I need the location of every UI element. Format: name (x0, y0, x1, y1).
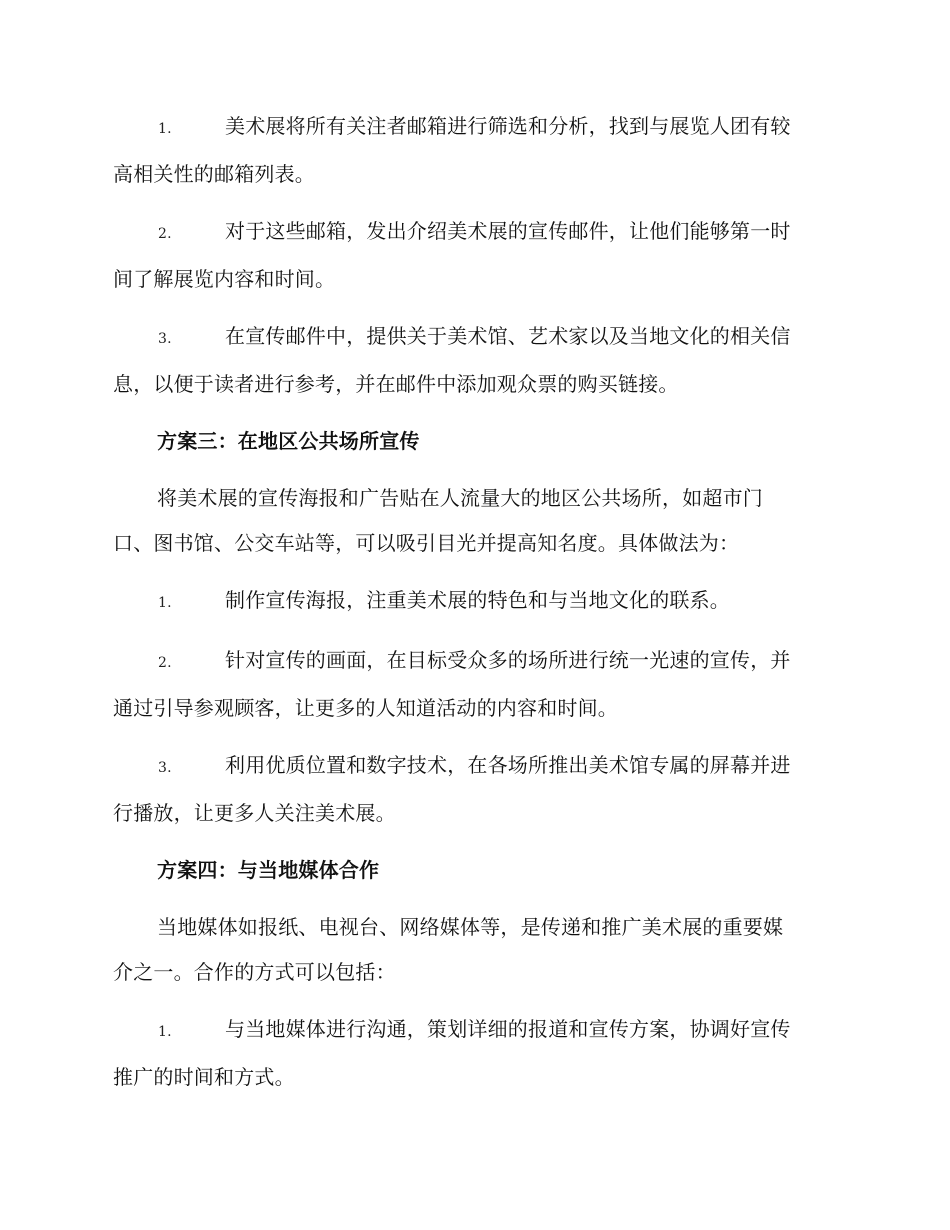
list-text-line: 息，以便于读者进行参考，并在邮件中添加观众票的购买链接。 (113, 372, 679, 396)
list-number: 1. (158, 121, 172, 137)
paragraph-line: 口、图书馆、公交车站等，可以吸引目光并提高知名度。具体做法为： (113, 531, 740, 555)
list-item (113, 638, 835, 731)
list-text-line: 推广的时间和方式。 (113, 1065, 295, 1089)
list-text-line: 美术展将所有关注者邮箱进行筛选和分析，找到与展览人团有较 (225, 114, 791, 138)
list-text-line: 行播放，让更多人关注美术展。 (113, 801, 396, 825)
list-text-line: 与当地媒体进行沟通，策划详细的报道和宣传方案，协调好宣传 (225, 1017, 791, 1041)
section-4-paragraph (113, 905, 835, 995)
list-text-line: 间了解展览内容和时间。 (113, 267, 336, 291)
list-item (113, 1007, 835, 1100)
list-text-line: 在宣传邮件中，提供关于美术馆、艺术家以及当地文化的相关信 (225, 324, 791, 348)
section-3-paragraph (113, 476, 835, 566)
list-text-line: 高相关性的邮箱列表。 (113, 162, 315, 186)
list-text-line: 对于这些邮箱，发出介绍美术展的宣传邮件，让他们能够第一时 (225, 219, 791, 243)
list-text-line: 通过引导参观顾客，让更多的人知道活动的内容和时间。 (113, 696, 618, 720)
list-number: 1. (158, 595, 172, 611)
document-body (113, 104, 835, 1112)
list-number: 3. (158, 331, 172, 347)
list-number: 1. (158, 1024, 172, 1040)
list-text-line: 利用优质位置和数字技术，在各场所推出美术馆专属的屏幕并进 (225, 753, 791, 777)
list-item (113, 209, 835, 302)
list-number: 2. (158, 655, 172, 671)
paragraph-line: 当地媒体如报纸、电视台、网络媒体等，是传递和推广美术展的重要媒 (157, 915, 784, 939)
list-text-line: 针对宣传的画面，在目标受众多的场所进行统一光速的宣传，并 (225, 648, 791, 672)
list-item (113, 743, 835, 836)
list-item (113, 578, 835, 626)
list-number: 3. (158, 760, 172, 776)
list-number: 2. (158, 226, 172, 242)
section-heading-4: 方案四：与当地媒体合作 (157, 858, 380, 882)
list-item (113, 104, 835, 197)
section-heading-3: 方案三：在地区公共场所宣传 (157, 429, 420, 453)
paragraph-line: 介之一。合作的方式可以包括： (113, 960, 396, 984)
paragraph-line: 将美术展的宣传海报和广告贴在人流量大的地区公共场所，如超市门 (157, 486, 763, 510)
list-text-line: 制作宣传海报，注重美术展的特色和与当地文化的联系。 (225, 588, 730, 612)
list-item (113, 314, 835, 407)
